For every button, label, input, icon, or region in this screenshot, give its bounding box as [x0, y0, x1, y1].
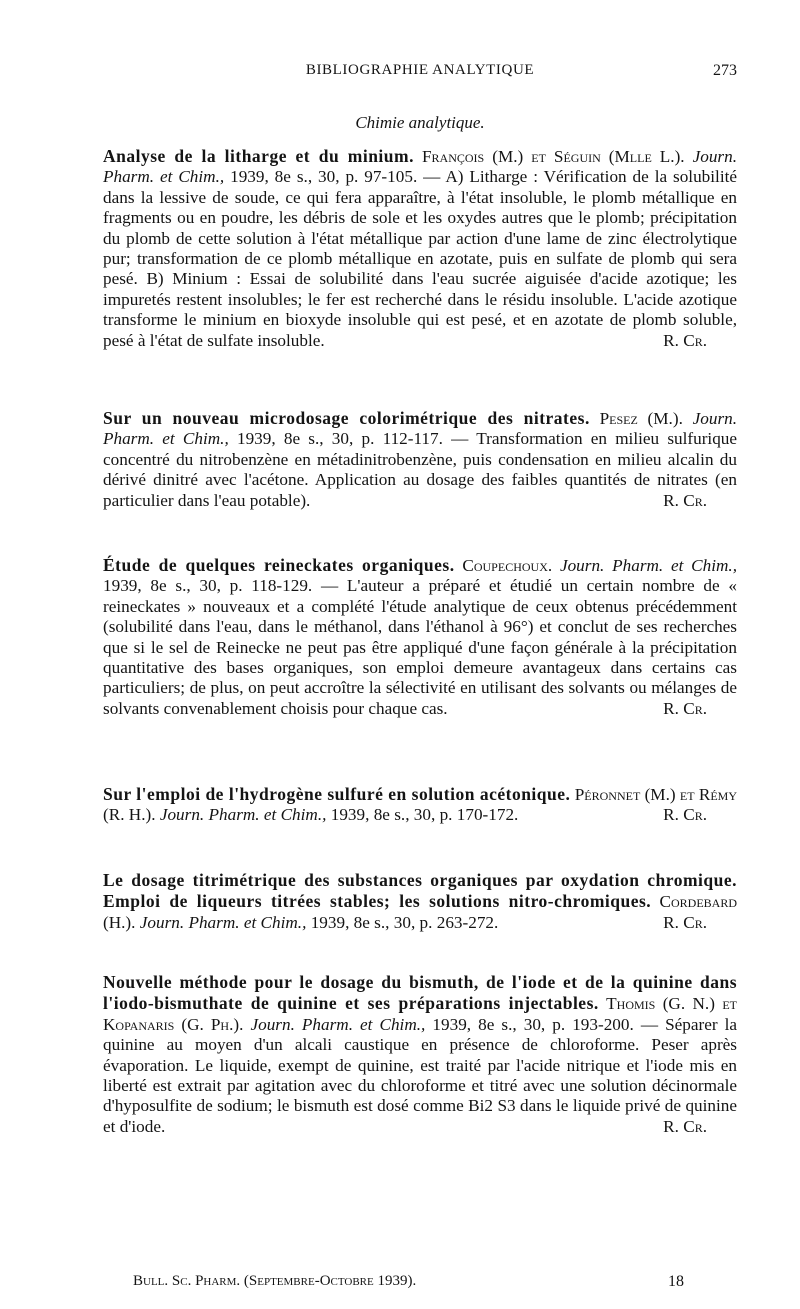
entry-journal: Journ. Pharm. et Chim., [159, 805, 327, 825]
entry-body: — Transformation en milieu sulfurique concentré du nitrobenzène en métadinitrobenzène, puis condensation en milieu alcalin du dérivé dinitré avec l'acétone. Application au dosage des faibles quantités de nitrates (en particulier dans l'eau potable). [103, 429, 738, 510]
abstract-entry [103, 146, 737, 351]
entry-title: Le dosage titrimétrique des substances organiques par oxydation chromique. Emploi de liqueurs titrées stables; les solutions nitro-chromiques. [103, 870, 737, 912]
entry-authors: Cordebard (H.). [103, 892, 737, 932]
entry-body: — A) Litharge : Vérification de la solubilité dans la lessive de soude, ce qui fera apparaître, à l'état insoluble, le plomb métallique en fragments ou en poudre, les débris de sole et les oxydes autres que le plomb; précipitation du plomb de cette solution à l'état métallique par action d'une lame de zinc électrolytique pur; transformation de ce plomb métallique en azotate, puis en sulfate de plomb qui sera pesé. B) Minium : Essai de solubilité dans l'eau sucrée aiguisée d'acide azotique; les impuretés restent insolubles; le fer est recherché dans le résidu insoluble. L'acide azotique transforme le minium en bioxyde insoluble qui est pesé, et en azotate de plomb soluble, pesé à l'état de sulfate insoluble. [103, 167, 737, 350]
entry-title: Sur l'emploi de l'hydrogène sulfuré en solution acétonique. [103, 784, 571, 804]
entry-journal: Journ. Pharm. et Chim., [250, 1014, 426, 1034]
entry-citation: 1939, 8e s., 30, p. 97-105. [230, 167, 418, 187]
entry-citation: 1939, 8e s., 30, p. 193-200. [432, 1014, 634, 1034]
entry-citation: 1939, 8e s., 30, p. 118-129. [103, 576, 313, 596]
entry-title: Nouvelle méthode pour le dosage du bismuth, de l'iode et de la quinine dans l'iodo-bismuthate de quinine et ses préparations injectables. [103, 972, 737, 1014]
running-title: BIBLIOGRAPHIE ANALYTIQUE [305, 62, 535, 78]
page-number: 273 [713, 62, 737, 79]
entry-title: Sur un nouveau microdosage colorimétrique des nitrates. [103, 408, 590, 428]
entry-body: — Séparer la quinine au moyen d'un alcali caustique en présence de chloroforme. Peser après évaporation. Le liquide, exempt de quinine, est traité par l'acide nitrique et l'iode mis en liberté est extrait par agitation avec du chloroforme et titré avec une solution décinormale d'hyposulfite de sodium; le bismuth est dosé comme Bi2 S3 dans le liquide privé de quinine et d'iode. [103, 1014, 738, 1136]
section-heading: Chimie analytique. [355, 113, 485, 132]
entry-journal: Journ. Pharm. et Chim., [103, 409, 738, 449]
footer-journal: Bull. Sc. Pharm. (Septembre-Octobre 1939). [133, 1273, 417, 1289]
entry-citation: 1939, 8e s., 30, p. 112-117. [236, 429, 443, 449]
entry-journal: Journ. Pharm. et Chim., [559, 556, 738, 575]
entry-authors: Péronnet (M.) et Rémy (R. H.). [103, 785, 738, 825]
entry-signature: R. Cr. [663, 912, 707, 932]
entry-signature: R. Cr. [663, 490, 707, 510]
running-head [103, 62, 737, 84]
entry-signature: R. Cr. [663, 330, 707, 350]
abstract-entry [103, 555, 737, 719]
abstract-entry [103, 972, 737, 1137]
entry-citation: 1939, 8e s., 30, p. 263-272. [310, 912, 499, 932]
entry-citation: 1939, 8e s., 30, p. 170-172. [330, 805, 519, 825]
entry-body: — L'auteur a préparé et étudié un certain nombre de « reineckates » nouveaux et a complété l'étude analytique de ceux obtenus précédemment (solubilité dans l'eau, dans le méthanol, dans l'éthanol à 96°) et conclut de ses recherches que si le sel de Reinecke ne peut pas être appliqué d'une façon générale à la précipitation quantitative des bases organiques, son emploi demeure avantageux dans certains cas particuliers; de plus, on peut accroître la sélectivité en utilisant des solvants ou mélanges de solvants convenablement choisis pour chaque cas. [103, 576, 737, 718]
entry-authors: Pesez (M.). [599, 409, 683, 428]
abstract-entry [103, 870, 737, 933]
entry-signature: R. Cr. [663, 698, 707, 718]
entry-journal: Journ. Pharm. et Chim., [103, 147, 737, 187]
abstract-entry [103, 408, 737, 511]
entry-signature: R. Cr. [663, 1116, 707, 1136]
footer-sheet-number: 18 [668, 1273, 684, 1290]
entry-authors: Thomis (G. N.) et Kopanaris (G. Ph.). [103, 994, 737, 1034]
entry-authors: Coupechoux. [462, 556, 553, 575]
entry-signature: R. Cr. [663, 805, 707, 825]
entry-title: Étude de quelques reineckates organiques. [103, 555, 455, 575]
abstract-entry [103, 784, 737, 826]
entry-journal: Journ. Pharm. et Chim., [139, 912, 307, 932]
entry-title: Analyse de la litharge et du minium. [103, 146, 414, 166]
entry-authors: François (M.) et Séguin (Mlle L.). [421, 147, 685, 166]
page-footer [103, 1273, 737, 1295]
